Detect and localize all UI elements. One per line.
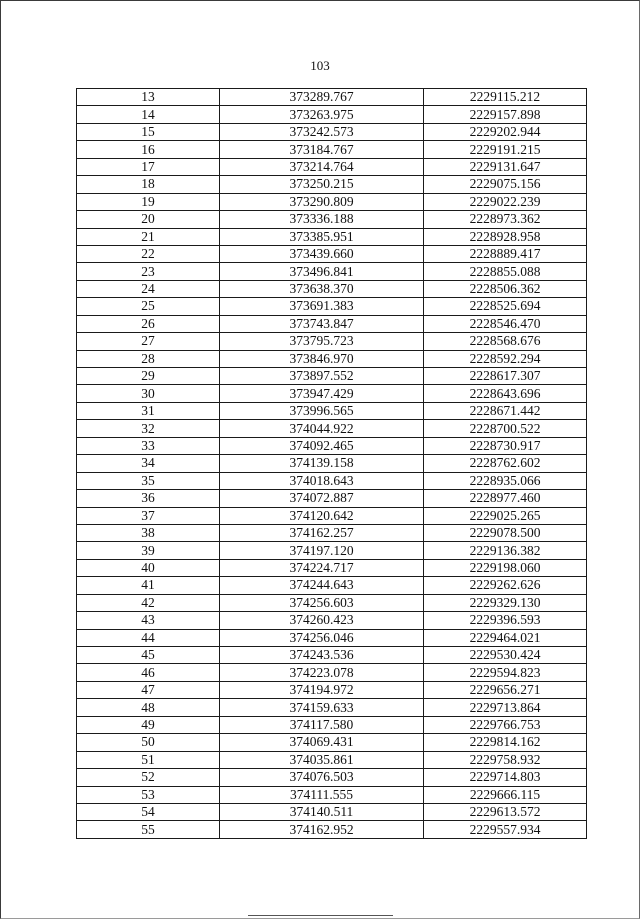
y-coordinate-cell: 2229075.156: [424, 176, 587, 193]
y-coordinate-cell: 2229557.934: [424, 821, 587, 838]
x-coordinate-cell: 373795.723: [220, 333, 424, 350]
y-coordinate-cell: 2229262.626: [424, 577, 587, 594]
y-coordinate-cell: 2228935.066: [424, 472, 587, 489]
table-row: [77, 559, 587, 576]
table-row: [77, 368, 587, 385]
point-number-cell: 52: [77, 769, 220, 786]
y-coordinate-cell: 2228568.676: [424, 333, 587, 350]
table-row: [77, 437, 587, 454]
table-row: [77, 594, 587, 611]
y-coordinate-cell: 2228643.696: [424, 385, 587, 402]
point-number-cell: 39: [77, 542, 220, 559]
y-coordinate-cell: 2228762.602: [424, 455, 587, 472]
point-number-cell: 40: [77, 559, 220, 576]
y-coordinate-cell: 2229714.803: [424, 769, 587, 786]
table-row: [77, 245, 587, 262]
x-coordinate-cell: 374111.555: [220, 786, 424, 803]
point-number-cell: 41: [77, 577, 220, 594]
point-number-cell: 51: [77, 751, 220, 768]
x-coordinate-cell: 374256.046: [220, 629, 424, 646]
point-number-cell: 27: [77, 333, 220, 350]
y-coordinate-cell: 2229022.239: [424, 193, 587, 210]
point-number-cell: 13: [77, 89, 220, 106]
point-number-cell: 31: [77, 402, 220, 419]
y-coordinate-cell: 2229136.382: [424, 542, 587, 559]
x-coordinate-cell: 374139.158: [220, 455, 424, 472]
table-row: [77, 472, 587, 489]
y-coordinate-cell: 2228546.470: [424, 315, 587, 332]
y-coordinate-cell: 2229078.500: [424, 524, 587, 541]
table-row: [77, 89, 587, 106]
x-coordinate-cell: 373214.764: [220, 158, 424, 175]
x-coordinate-cell: 374035.861: [220, 751, 424, 768]
point-number-cell: 24: [77, 280, 220, 297]
y-coordinate-cell: 2229530.424: [424, 647, 587, 664]
x-coordinate-cell: 373691.383: [220, 298, 424, 315]
table-row: [77, 402, 587, 419]
x-coordinate-cell: 374072.887: [220, 490, 424, 507]
y-coordinate-cell: 2229766.753: [424, 716, 587, 733]
table-row: [77, 716, 587, 733]
x-coordinate-cell: 374162.257: [220, 524, 424, 541]
table-row: [77, 647, 587, 664]
y-coordinate-cell: 2228525.694: [424, 298, 587, 315]
y-coordinate-cell: 2229202.944: [424, 123, 587, 140]
point-number-cell: 14: [77, 106, 220, 123]
table-row: [77, 490, 587, 507]
x-coordinate-cell: 373897.552: [220, 368, 424, 385]
point-number-cell: 32: [77, 420, 220, 437]
table-row: [77, 298, 587, 315]
table-row: [77, 106, 587, 123]
y-coordinate-cell: 2229396.593: [424, 612, 587, 629]
point-number-cell: 48: [77, 699, 220, 716]
table-row: [77, 228, 587, 245]
y-coordinate-cell: 2229115.212: [424, 89, 587, 106]
point-number-cell: 50: [77, 734, 220, 751]
point-number-cell: 19: [77, 193, 220, 210]
table-row: [77, 211, 587, 228]
table-row: [77, 507, 587, 524]
table-row: [77, 141, 587, 158]
point-number-cell: 33: [77, 437, 220, 454]
y-coordinate-cell: 2229157.898: [424, 106, 587, 123]
coordinate-table-body: [77, 89, 587, 839]
y-coordinate-cell: 2229814.162: [424, 734, 587, 751]
table-row: [77, 699, 587, 716]
table-row: [77, 315, 587, 332]
x-coordinate-cell: 374224.717: [220, 559, 424, 576]
point-number-cell: 47: [77, 681, 220, 698]
table-row: [77, 803, 587, 820]
x-coordinate-cell: 374159.633: [220, 699, 424, 716]
table-row: [77, 385, 587, 402]
x-coordinate-cell: 373638.370: [220, 280, 424, 297]
point-number-cell: 53: [77, 786, 220, 803]
x-coordinate-cell: 373336.188: [220, 211, 424, 228]
table-row: [77, 455, 587, 472]
x-coordinate-cell: 374018.643: [220, 472, 424, 489]
point-number-cell: 23: [77, 263, 220, 280]
page-number: 103: [310, 58, 330, 73]
point-number-cell: 28: [77, 350, 220, 367]
table-row: [77, 612, 587, 629]
x-coordinate-cell: 374076.503: [220, 769, 424, 786]
x-coordinate-cell: 374069.431: [220, 734, 424, 751]
x-coordinate-cell: 373263.975: [220, 106, 424, 123]
y-coordinate-cell: 2229025.265: [424, 507, 587, 524]
table-row: [77, 333, 587, 350]
y-coordinate-cell: 2229464.021: [424, 629, 587, 646]
x-coordinate-cell: 374243.536: [220, 647, 424, 664]
bottom-rule: [248, 915, 393, 916]
x-coordinate-cell: 373385.951: [220, 228, 424, 245]
x-coordinate-cell: 374162.952: [220, 821, 424, 838]
x-coordinate-cell: 374092.465: [220, 437, 424, 454]
table-row: [77, 681, 587, 698]
x-coordinate-cell: 373290.809: [220, 193, 424, 210]
table-row: [77, 350, 587, 367]
y-coordinate-cell: 2229594.823: [424, 664, 587, 681]
point-number-cell: 16: [77, 141, 220, 158]
table-row: [77, 123, 587, 140]
y-coordinate-cell: 2228855.088: [424, 263, 587, 280]
table-row: [77, 263, 587, 280]
y-coordinate-cell: 2228977.460: [424, 490, 587, 507]
y-coordinate-cell: 2228889.417: [424, 245, 587, 262]
y-coordinate-cell: 2228592.294: [424, 350, 587, 367]
point-number-cell: 45: [77, 647, 220, 664]
y-coordinate-cell: 2228506.362: [424, 280, 587, 297]
point-number-cell: 46: [77, 664, 220, 681]
y-coordinate-cell: 2228928.958: [424, 228, 587, 245]
table-row: [77, 751, 587, 768]
y-coordinate-cell: 2229656.271: [424, 681, 587, 698]
point-number-cell: 20: [77, 211, 220, 228]
x-coordinate-cell: 374260.423: [220, 612, 424, 629]
x-coordinate-cell: 373242.573: [220, 123, 424, 140]
table-row: [77, 280, 587, 297]
table-row: [77, 420, 587, 437]
point-number-cell: 35: [77, 472, 220, 489]
x-coordinate-cell: 373846.970: [220, 350, 424, 367]
x-coordinate-cell: 374244.643: [220, 577, 424, 594]
table-row: [77, 629, 587, 646]
point-number-cell: 15: [77, 123, 220, 140]
table-row: [77, 176, 587, 193]
x-coordinate-cell: 374223.078: [220, 664, 424, 681]
table-row: [77, 577, 587, 594]
x-coordinate-cell: 374140.511: [220, 803, 424, 820]
point-number-cell: 17: [77, 158, 220, 175]
point-number-cell: 37: [77, 507, 220, 524]
table-row: [77, 542, 587, 559]
x-coordinate-cell: 373996.565: [220, 402, 424, 419]
y-coordinate-cell: 2228973.362: [424, 211, 587, 228]
point-number-cell: 43: [77, 612, 220, 629]
y-coordinate-cell: 2228671.442: [424, 402, 587, 419]
point-number-cell: 25: [77, 298, 220, 315]
x-coordinate-cell: 374117.580: [220, 716, 424, 733]
y-coordinate-cell: 2229666.115: [424, 786, 587, 803]
y-coordinate-cell: 2228730.917: [424, 437, 587, 454]
point-number-cell: 29: [77, 368, 220, 385]
table-row: [77, 786, 587, 803]
point-number-cell: 49: [77, 716, 220, 733]
table-row: [77, 524, 587, 541]
point-number-cell: 55: [77, 821, 220, 838]
y-coordinate-cell: 2228700.522: [424, 420, 587, 437]
y-coordinate-cell: 2229191.215: [424, 141, 587, 158]
x-coordinate-cell: 374256.603: [220, 594, 424, 611]
x-coordinate-cell: 374120.642: [220, 507, 424, 524]
point-number-cell: 42: [77, 594, 220, 611]
table-row: [77, 664, 587, 681]
point-number-cell: 38: [77, 524, 220, 541]
x-coordinate-cell: 373289.767: [220, 89, 424, 106]
y-coordinate-cell: 2229198.060: [424, 559, 587, 576]
x-coordinate-cell: 374044.922: [220, 420, 424, 437]
point-number-cell: 18: [77, 176, 220, 193]
point-number-cell: 44: [77, 629, 220, 646]
table-row: [77, 734, 587, 751]
point-number-cell: 22: [77, 245, 220, 262]
y-coordinate-cell: 2228617.307: [424, 368, 587, 385]
y-coordinate-cell: 2229131.647: [424, 158, 587, 175]
x-coordinate-cell: 373947.429: [220, 385, 424, 402]
y-coordinate-cell: 2229713.864: [424, 699, 587, 716]
x-coordinate-cell: 373496.841: [220, 263, 424, 280]
table-row: [77, 193, 587, 210]
x-coordinate-cell: 373250.215: [220, 176, 424, 193]
table-row: [77, 158, 587, 175]
table-row: [77, 769, 587, 786]
x-coordinate-cell: 373439.660: [220, 245, 424, 262]
point-number-cell: 54: [77, 803, 220, 820]
y-coordinate-cell: 2229329.130: [424, 594, 587, 611]
y-coordinate-cell: 2229613.572: [424, 803, 587, 820]
point-number-cell: 21: [77, 228, 220, 245]
x-coordinate-cell: 374197.120: [220, 542, 424, 559]
x-coordinate-cell: 374194.972: [220, 681, 424, 698]
point-number-cell: 36: [77, 490, 220, 507]
table-row: [77, 821, 587, 838]
point-number-cell: 30: [77, 385, 220, 402]
x-coordinate-cell: 373184.767: [220, 141, 424, 158]
x-coordinate-cell: 373743.847: [220, 315, 424, 332]
y-coordinate-cell: 2229758.932: [424, 751, 587, 768]
coordinate-table: [76, 88, 587, 839]
point-number-cell: 26: [77, 315, 220, 332]
point-number-cell: 34: [77, 455, 220, 472]
